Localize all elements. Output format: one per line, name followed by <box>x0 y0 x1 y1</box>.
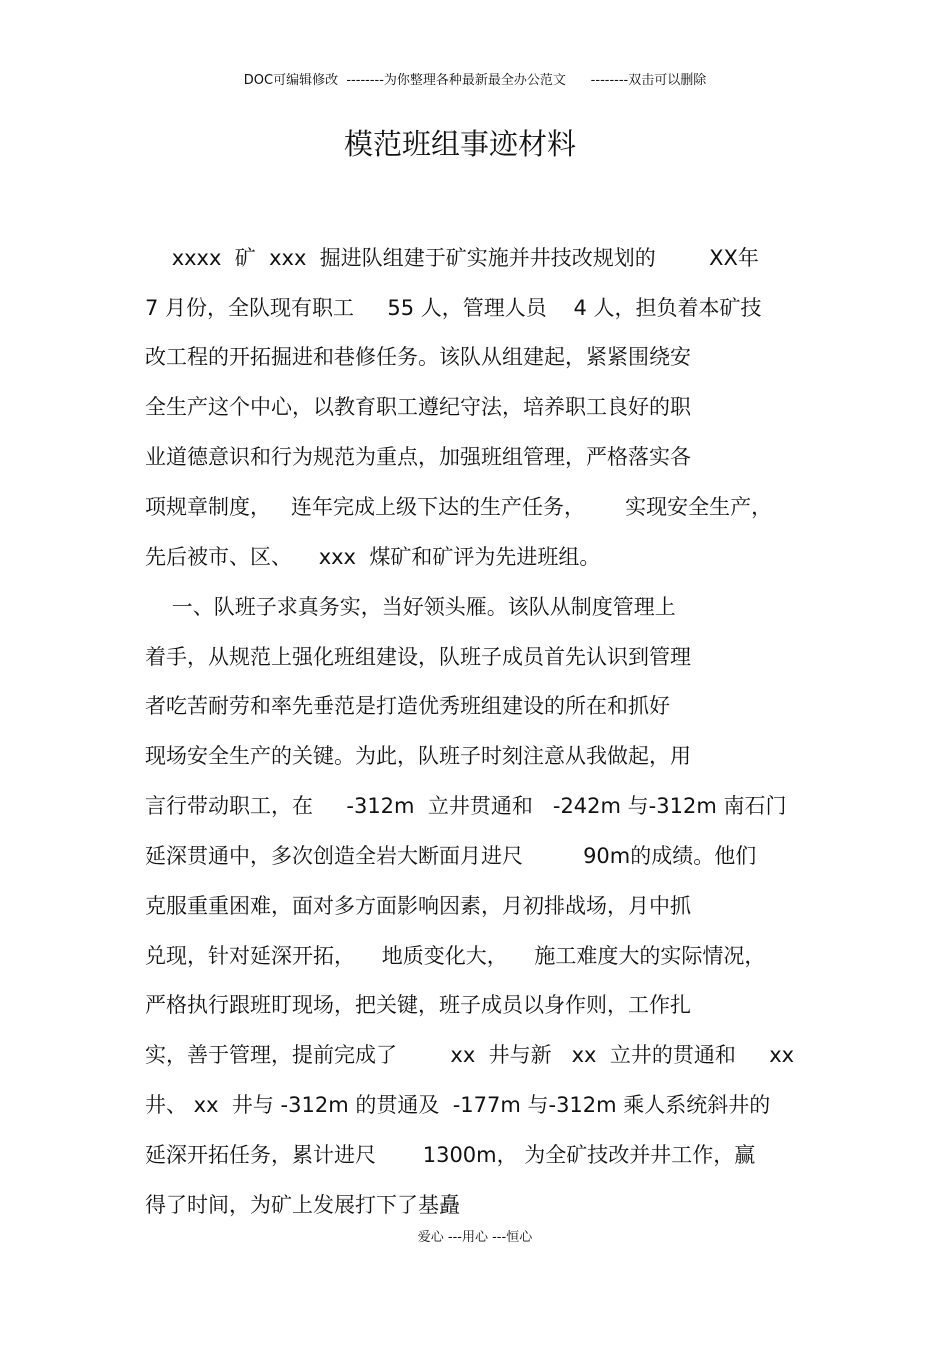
body-line: 业道德意识和行为规范为重点，加强班组管理，严格落实各 <box>145 445 691 469</box>
body-line: 实，善于管理，提前完成了 xx 井与新 xx 立井的贯通和 xx <box>145 1043 795 1067</box>
body-line: 克服重重困难，面对多方面影响因素，月初排战场，月中抓 <box>145 894 691 918</box>
body-line: 兑现，针对延深开拓， 地质变化大， 施工难度大的实际情况， <box>145 944 766 968</box>
body-line: 言行带动职工，在 -312m 立井贯通和 -242m 与-312m 南石门 <box>145 794 787 818</box>
body-line: 项规章制度， 连年完成上级下达的生产任务， 实现安全生产， <box>145 495 773 519</box>
body-line: 延深贯通中，多次创造全岩大断面月进尺 90m的成绩。他们 <box>145 844 757 868</box>
body-line: 一、队班子求真务实，当好领头雁。该队从制度管理上 <box>145 595 676 619</box>
body-line: 现场安全生产的关键。为此，队班子时刻注意从我做起，用 <box>145 744 691 768</box>
body-line: 井、 xx 井与 -312m 的贯通及 -177m 与-312m 乘人系统斜井的 <box>145 1093 771 1117</box>
body-line: 者吃苦耐劳和率先垂范是打造优秀班组建设的所在和抓好 <box>145 694 670 718</box>
body-line: 先后被市、区、 xxx 煤矿和矿评为先进班组。 <box>145 545 601 569</box>
document-title: 模范班组事迹材料 <box>343 127 576 161</box>
body-line: 着手，从规范上强化班组建设，队班子成员首先认识到管理 <box>145 645 691 669</box>
page-footer: 爱心 ---用心 ---恒心 <box>417 1230 533 1245</box>
body-line: 7 月份，全队现有职工 55 人，管理人员 4 人，担负着本矿技 <box>145 296 762 320</box>
page-header: DOC可编辑修改 --------为你整理各种最新最全办公范文 --------双击可以删除 <box>243 73 707 88</box>
body-line: xxxx 矿 xxx 掘进队组建于矿实施并井技改规划的 XX年 <box>145 246 759 270</box>
body-line: 严格执行跟班盯现场，把关键，班子成员以身作则，工作扎 <box>145 993 691 1017</box>
body-line: 延深开拓任务，累计进尺 1300m， 为全矿技改并井工作，赢 <box>145 1143 756 1167</box>
body-line: 改工程的开拓掘进和巷修任务。该队从组建起，紧紧围绕安 <box>145 345 691 369</box>
body-line: 得了时间，为矿上发展打下了基矗 <box>145 1193 460 1217</box>
body-line: 全生产这个中心，以教育职工遵纪守法，培养职工良好的职 <box>145 395 691 419</box>
